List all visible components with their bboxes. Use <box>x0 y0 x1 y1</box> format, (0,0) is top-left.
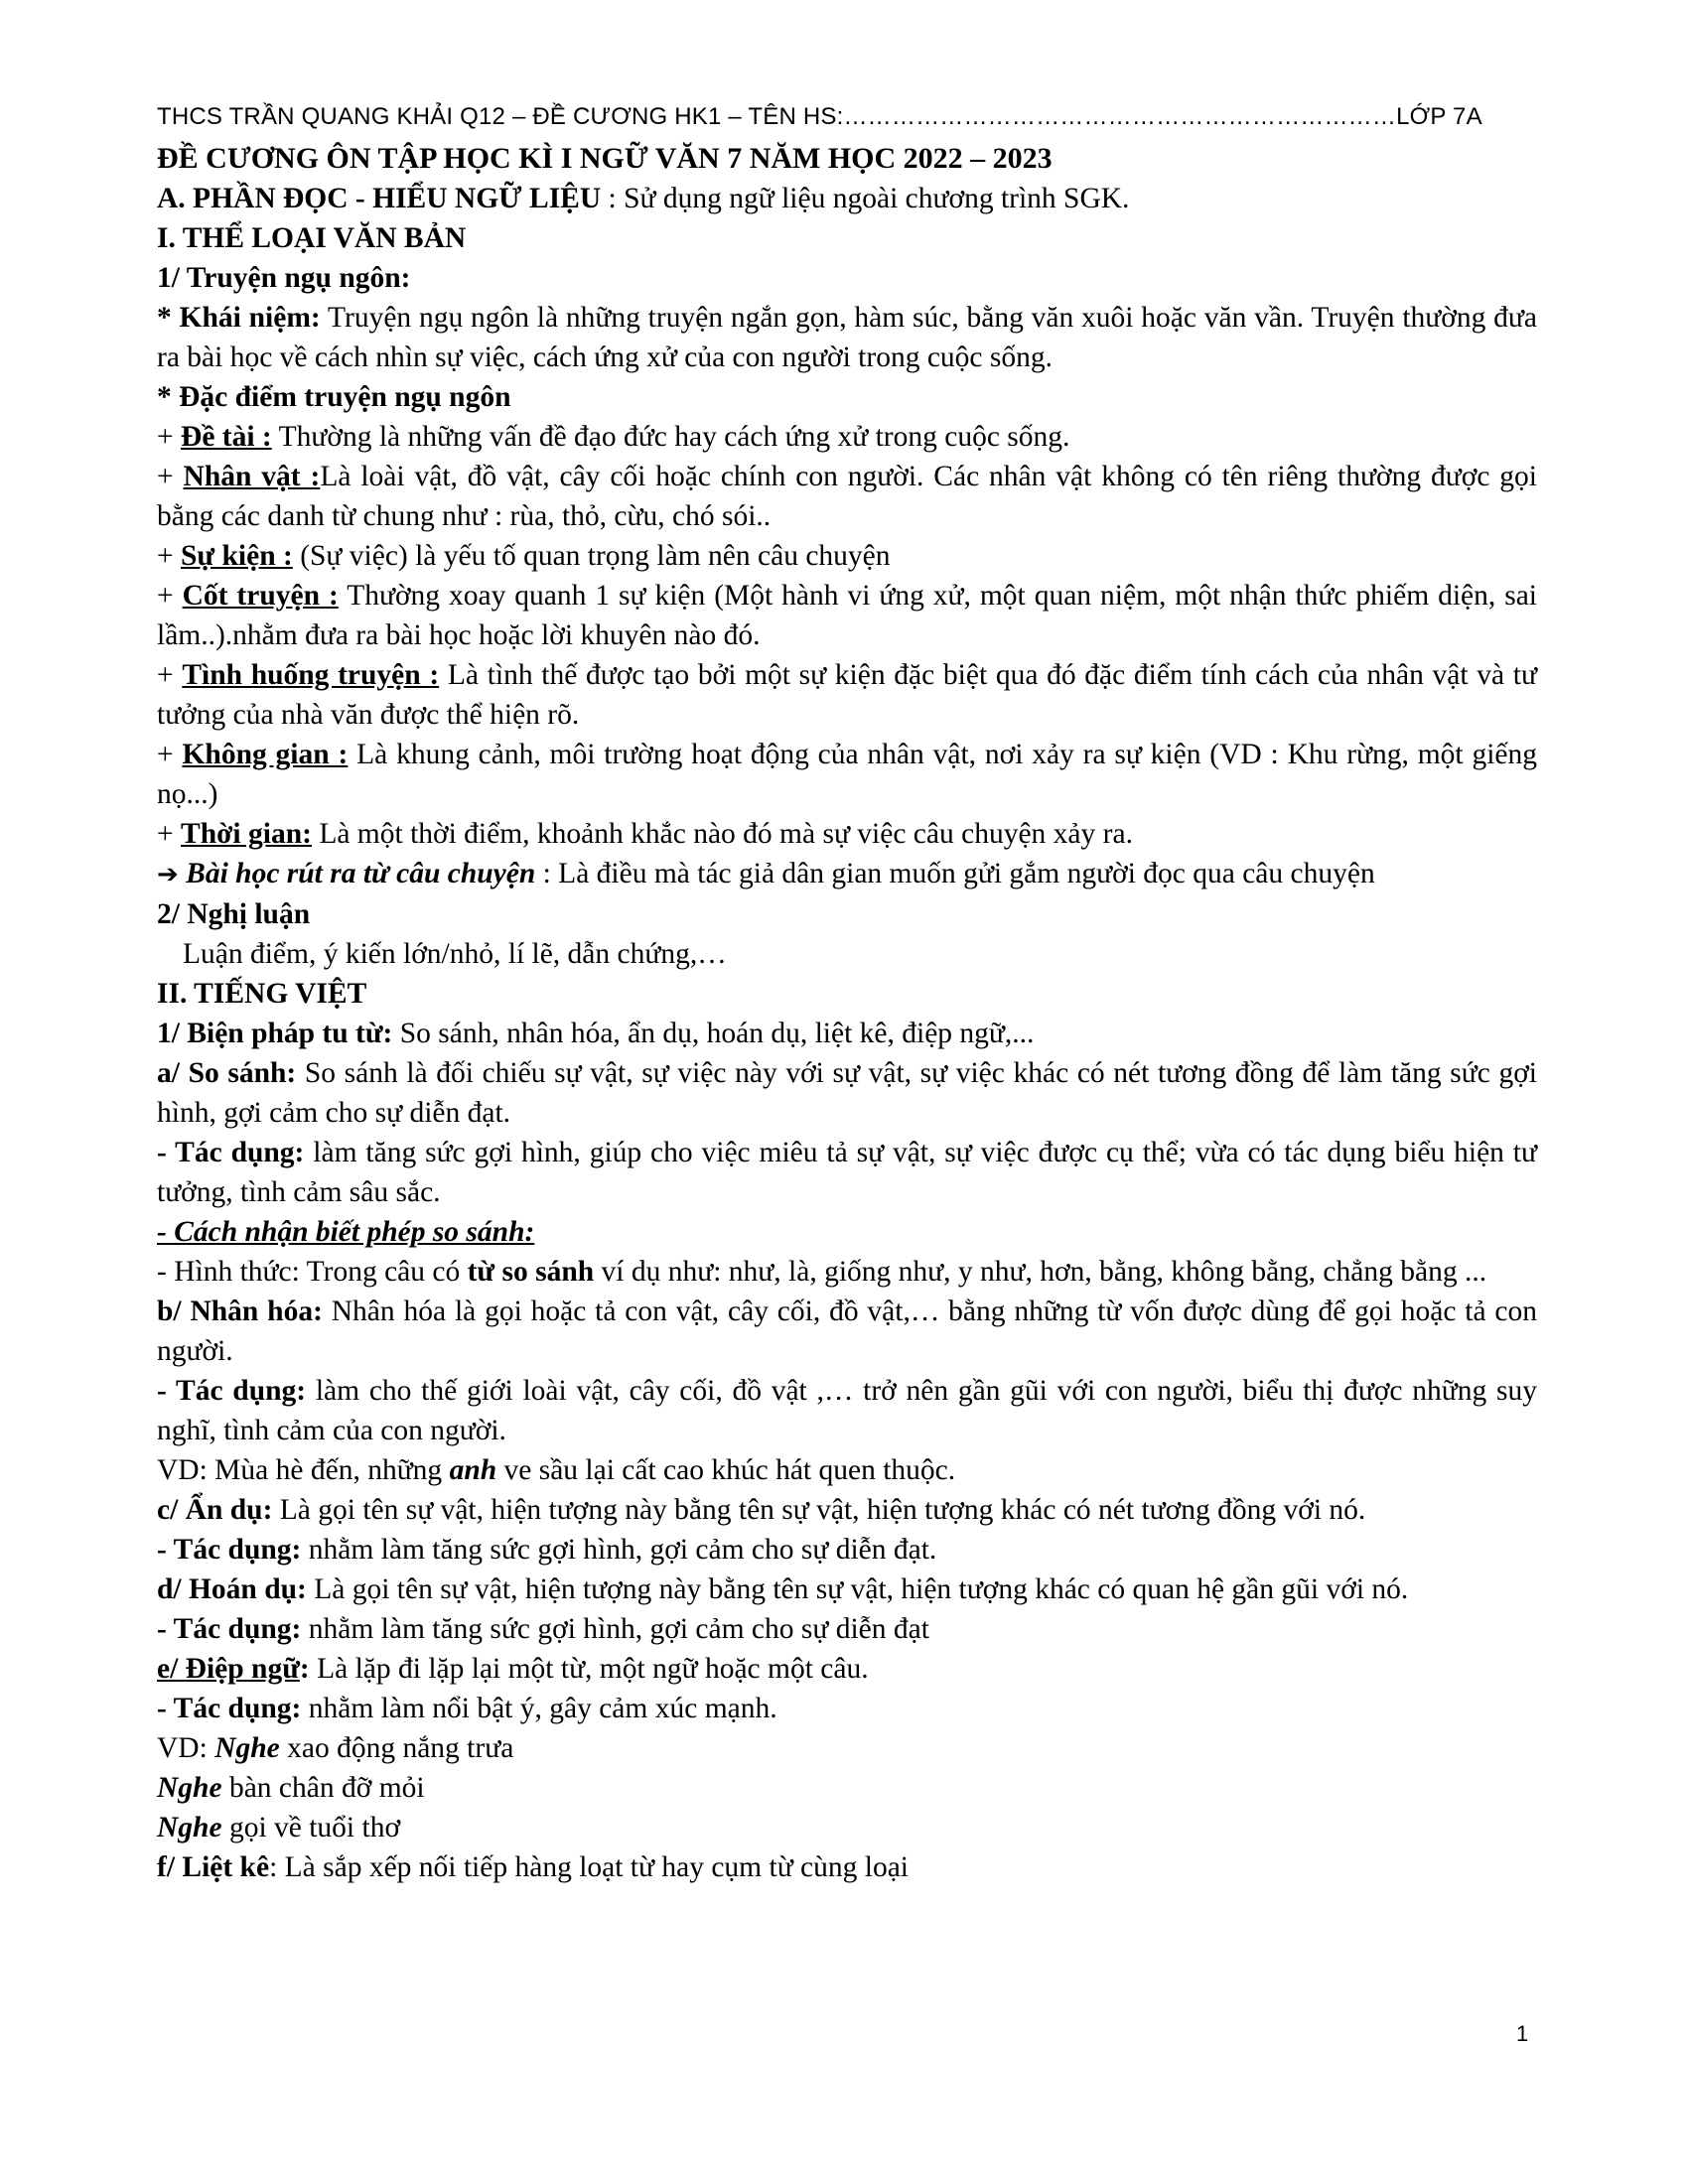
personification-effect: - Tác dụng: làm cho thế giới loài vật, cây cối, đồ vật ,… trở nên gần gũi với con người, biểu thị được những suy nghĩ, tình cảm của con người. <box>157 1375 1537 1446</box>
personification-label: b/ Nhân hóa: <box>157 1296 323 1327</box>
repetition-example-line: VD: Nghe xao động nắng trưa <box>157 1732 514 1764</box>
part-a <box>157 179 1537 218</box>
document-page <box>157 95 1537 1887</box>
feature-text: (Sự việc) là yếu tố quan trọng làm nên câu chuyện <box>292 540 891 572</box>
subsection-1-heading: 1/ Truyện ngụ ngôn: <box>157 262 411 294</box>
section-1-heading: I. THỂ LOẠI VĂN BẢN <box>157 222 467 254</box>
repetition-effect: - Tác dụng: nhằm làm nổi bật ý, gây cảm xúc mạnh. <box>157 1693 777 1724</box>
personification-example: VD: Mùa hè đến, những anh ve sầu lại cất cao khúc hát quen thuộc. <box>157 1454 956 1486</box>
feature-item: + Cốt truyện : Thường xoay quanh 1 sự kiện (Một hành vi ứng xử, một quan niệm, một nhận thức phiếm diện, sai lầm..).nhằm đưa ra bài học hoặc lời khuyên nào đó. <box>157 580 1537 651</box>
feature-label: Nhân vật : <box>183 461 321 492</box>
comparison-form: - Hình thức: Trong câu có từ so sánh ví dụ như: như, là, giống như, y như, hơn, bằng, không bằng, chẳng bằng ... <box>157 1256 1487 1288</box>
rhetoric-label: 1/ Biện pháp tu từ: <box>157 1018 393 1049</box>
concept-paragraph <box>157 298 1537 377</box>
feature-item: + Tình huống truyện : Là tình thế được tạo bởi một sự kiện đặc biệt qua đó đặc điểm tính cách của nhân vật và tư tưởng của nhà văn được thể hiện rõ. <box>157 659 1537 731</box>
feature-label: Cốt truyện : <box>182 580 339 612</box>
feature-text: Thường xoay quanh 1 sự kiện (Một hành vi ứng xử, một quan niệm, một nhận thức phiếm diện, sai lầm..).nhằm đưa ra bài học hoặc lời khuyên nào đó. <box>157 580 1537 651</box>
repetition-example-line: Nghe gọi về tuổi thơ <box>157 1812 401 1843</box>
lesson-text: : Là điều mà tác giả dân gian muốn gửi gắm người đọc qua câu chuyện <box>535 858 1375 889</box>
subsection-2-heading: 2/ Nghị luận <box>157 898 311 930</box>
feature-item: + Sự kiện : (Sự việc) là yếu tố quan trọng làm nên câu chuyện <box>157 540 891 572</box>
metonymy-paragraph: d/ Hoán dụ: Là gọi tên sự vật, hiện tượng này bằng tên sự vật, hiện tượng khác có quan hệ gần gũi với nó. <box>157 1573 1409 1605</box>
comparison-paragraph: a/ So sánh: So sánh là đối chiếu sự vật, sự việc này với sự vật, sự việc khác có nét tương đồng để làm tăng sức gợi hình, gợi cảm cho sự diễn đạt. <box>157 1057 1537 1129</box>
rhetoric-text: So sánh, nhân hóa, ẩn dụ, hoán dụ, liệt kê, điệp ngữ,... <box>392 1018 1035 1049</box>
lesson-paragraph <box>157 854 1537 894</box>
comparison-label: a/ So sánh: <box>157 1057 297 1089</box>
concept-label: * Khái niệm: <box>157 302 321 334</box>
metaphor-effect: - Tác dụng: nhằm làm tăng sức gợi hình, gợi cảm cho sự diễn đạt. <box>157 1534 937 1566</box>
feature-item: + Thời gian: Là một thời điểm, khoảnh khắc nào đó mà sự việc câu chuyện xảy ra. <box>157 818 1133 850</box>
lesson-label: Bài học rút ra từ câu chuyện <box>178 858 536 889</box>
document-title: ĐỀ CƯƠNG ÔN TẬP HỌC KÌ I NGỮ VĂN 7 NĂM HỌC 2022 – 2023 <box>157 142 1053 175</box>
repetition-label: e/ Điệp ngữ <box>157 1653 300 1685</box>
section-2-heading: II. TIẾNG VIỆT <box>157 978 367 1010</box>
feature-text: Là một thời điểm, khoảnh khắc nào đó mà sự việc câu chuyện xảy ra. <box>311 818 1133 850</box>
repetition-example-line: Nghe bàn chân đỡ mỏi <box>157 1772 425 1804</box>
metaphor-label: c/ Ẩn dụ: <box>157 1494 273 1526</box>
features-heading: * Đặc điểm truyện ngụ ngôn <box>157 381 511 413</box>
comparison-effect: - Tác dụng: làm tăng sức gợi hình, giúp cho việc miêu tả sự vật, sự việc được cụ thể; vừa có tác dụng biểu hiện tư tưởng, tình cảm sâu sắc. <box>157 1137 1537 1208</box>
arrow-icon: ➔ <box>157 860 179 889</box>
feature-label: Thời gian: <box>181 818 312 850</box>
part-a-text: : Sử dụng ngữ liệu ngoài chương trình SGK. <box>601 183 1130 214</box>
feature-item: + Không gian : Là khung cảnh, môi trường hoạt động của nhân vật, nơi xảy ra sự kiện (VD : Khu rừng, một giếng nọ...) <box>157 739 1537 810</box>
feature-label: Sự kiện : <box>181 540 293 572</box>
page-header: THCS TRẦN QUANG KHẢI Q12 – ĐỀ CƯƠNG HK1 – TÊN HS:……………………………………………………………LỚP 7A <box>157 103 1482 130</box>
feature-label: Đề tài : <box>181 421 272 453</box>
subsection-2-text: Luận điểm, ý kiến lớn/nhỏ, lí lẽ, dẫn chứng,… <box>183 938 727 970</box>
enumeration-label: f/ Liệt kê <box>157 1851 270 1883</box>
page-number: 1 <box>1516 2021 1529 2046</box>
feature-text: Thường là những vấn đề đạo đức hay cách ứng xử trong cuộc sống. <box>271 421 1070 453</box>
feature-text: Là khung cảnh, môi trường hoạt động của nhân vật, nơi xảy ra sự kiện (VD : Khu rừng, một giếng nọ...) <box>157 739 1537 810</box>
personification-paragraph: b/ Nhân hóa: Nhân hóa là gọi hoặc tả con vật, cây cối, đồ vật,… bằng những từ vốn được dùng để gọi hoặc tả con người. <box>157 1296 1537 1367</box>
enumeration-paragraph: f/ Liệt kê: Là sắp xếp nối tiếp hàng loạt từ hay cụm từ cùng loại <box>157 1851 910 1883</box>
feature-label: Tình huống truyện : <box>182 659 440 691</box>
rhetoric-line <box>157 1014 1537 1053</box>
part-a-label: A. PHẦN ĐỌC - HIỂU NGỮ LIỆU <box>157 183 602 214</box>
feature-item: + Nhân vật :Là loài vật, đồ vật, cây cối hoặc chính con người. Các nhân vật không có tên riêng thường được gọi bằng các danh từ chung như : rùa, thỏ, cừu, chó sói.. <box>157 461 1538 532</box>
comparison-recognition-heading: - Cách nhận biết phép so sánh: <box>157 1216 535 1248</box>
feature-text: Là loài vật, đồ vật, cây cối hoặc chính con người. Các nhân vật không có tên riêng thường được gọi bằng các danh từ chung như : rùa, thỏ, cừu, chó sói.. <box>157 461 1538 532</box>
feature-item: + Đề tài : Thường là những vấn đề đạo đức hay cách ứng xử trong cuộc sống. <box>157 421 1070 453</box>
metonymy-label: d/ Hoán dụ: <box>157 1573 307 1605</box>
concept-text: Truyện ngụ ngôn là những truyện ngắn gọn, hàm súc, bằng văn xuôi hoặc văn vần. Truyện thường đưa ra bài học về cách nhìn sự việc, cách ứng xử của con người trong cuộc sống. <box>157 302 1537 373</box>
feature-label: Không gian : <box>182 739 349 770</box>
repetition-paragraph: e/ Điệp ngữ: Là lặp đi lặp lại một từ, một ngữ hoặc một câu. <box>157 1653 869 1685</box>
metaphor-paragraph: c/ Ẩn dụ: Là gọi tên sự vật, hiện tượng này bằng tên sự vật, hiện tượng khác có nét tương đồng với nó. <box>157 1494 1366 1526</box>
feature-text: Là tình thế được tạo bởi một sự kiện đặc biệt qua đó đặc điểm tính cách của nhân vật và tư tưởng của nhà văn được thể hiện rõ. <box>157 659 1537 731</box>
metonymy-effect: - Tác dụng: nhằm làm tăng sức gợi hình, gợi cảm cho sự diễn đạt <box>157 1613 929 1645</box>
